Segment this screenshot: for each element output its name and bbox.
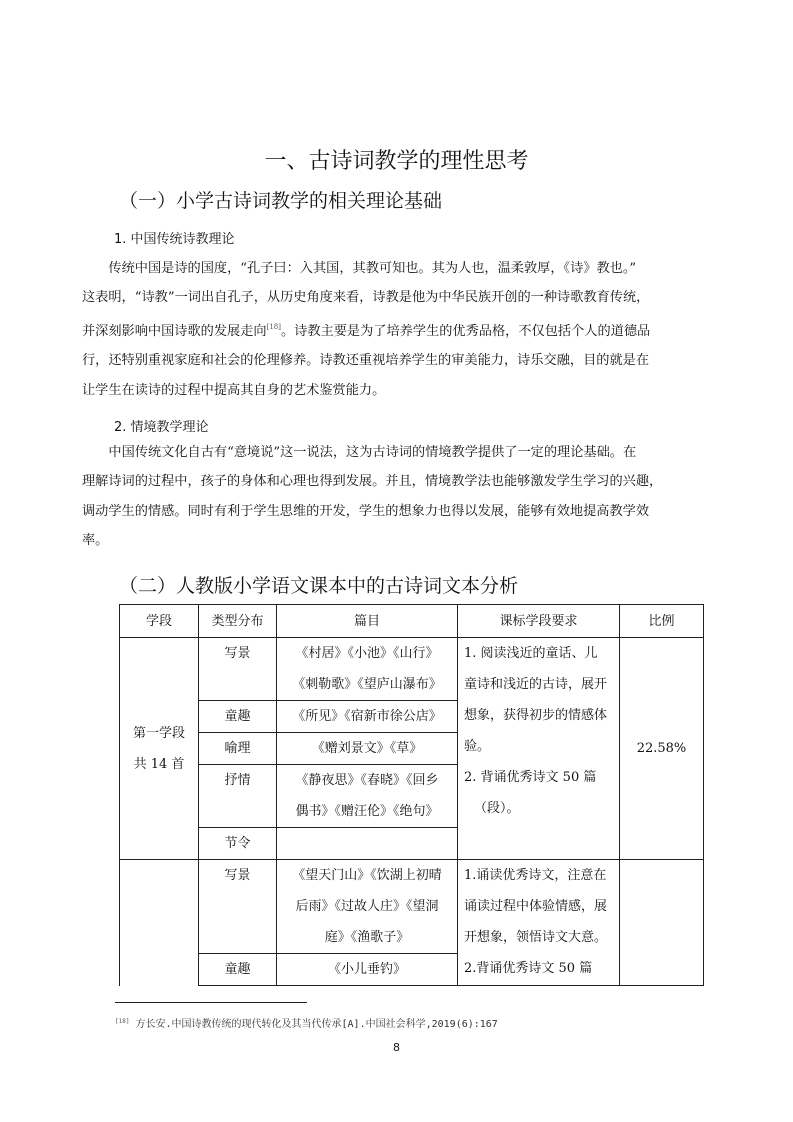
- req-line: 童诗和浅近的古诗，展开: [464, 677, 608, 692]
- text-line: 率。: [82, 533, 109, 549]
- subsection-heading-2: 2. 情境教学理论: [114, 420, 209, 435]
- text-line: 行，还特别重视家庭和社会的伦理修养。诗教还重视培养学生的审美能力，诗乐交融，目的就是在: [82, 353, 650, 369]
- section-heading-2: （二）人教版小学语文课本中的古诗词文本分析: [119, 575, 519, 597]
- page-title: 一、古诗词教学的理性思考: [264, 149, 529, 174]
- titles-line: 《静夜思》《春晓》《回乡: [295, 773, 439, 788]
- req-line: 2.背诵优秀诗文 50 篇: [464, 961, 593, 976]
- text-span: 并深刻影响中国诗歌的发展走向: [82, 323, 267, 339]
- titles-line: 《村居》《小池》《山行》: [295, 646, 439, 661]
- citation-ref[interactable]: [18]: [266, 322, 281, 331]
- type-cell: 节令: [199, 828, 277, 860]
- req-line: 1. 阅读浅近的童话、儿: [464, 646, 598, 661]
- footnote-ref: [18]: [115, 1018, 130, 1025]
- req-line: 2. 背诵优秀诗文 50 篇: [464, 770, 597, 785]
- section-heading-1: （一）小学古诗词教学的相关理论基础: [119, 190, 443, 212]
- header-cell: 篇目: [277, 605, 458, 638]
- stage-count: 共 14 首: [133, 756, 185, 772]
- poem-analysis-table: [119, 604, 704, 986]
- header-cell: 比例: [620, 605, 704, 638]
- requirement-cell: [458, 638, 620, 860]
- stage-cell: [120, 638, 199, 860]
- text-line: 这表明，“诗教”一词出自孔子，从历史角度来看，诗教是他为中华民族开创的一种诗歌教育传统，: [82, 290, 650, 306]
- stage-cell: [120, 860, 199, 986]
- titles-cell: 《小儿垂钓》: [277, 954, 458, 986]
- titles-line: 《望天门山》《饮湖上初晴: [292, 868, 442, 883]
- text-line: [82, 313, 722, 346]
- req-line: 验。: [464, 739, 491, 754]
- stage-name: 第一学段: [132, 725, 185, 741]
- titles-cell: 《所见》《宿新市徐公店》: [277, 701, 458, 733]
- table-row: [120, 860, 704, 954]
- table-header-row: [120, 605, 704, 638]
- req-line: 1.诵读优秀诗文，注意在: [464, 868, 607, 883]
- text-line: 调动学生的情感。同时有利于学生思维的开发，学生的想象力也得以发展，能够有效地提高教学效: [82, 503, 650, 519]
- table-row: [120, 638, 704, 701]
- req-line: （段）。: [474, 801, 520, 816]
- type-cell: 童趣: [199, 701, 277, 733]
- footnote-divider: [115, 1002, 307, 1003]
- text-span: 。诗教主要是为了培养学生的优秀品格，不仅包括个人的道德品: [281, 323, 651, 339]
- text-line: 让学生在读诗的过程中提高其自身的艺术鉴赏能力。: [82, 382, 386, 398]
- type-cell: 写景: [199, 638, 277, 701]
- text-line: 中国传统文化自古有“意境说”这一说法，这为古诗词的情境教学提供了一定的理论基础。在: [108, 445, 637, 460]
- footnote-text: 方长安.中国诗教传统的现代转化及其当代传承[A].中国社会科学,2019(6):167: [135, 1019, 498, 1030]
- header-cell: 学段: [120, 605, 199, 638]
- titles-cell: [277, 638, 458, 701]
- paragraph-situational-teaching: [82, 438, 722, 556]
- titles-cell: [277, 828, 458, 860]
- req-line: 想象，获得初步的情感体: [464, 708, 608, 723]
- titles-cell: 《赠刘景文》《草》: [277, 733, 458, 765]
- paragraph-poetry-education: [82, 254, 722, 405]
- type-cell: 喻理: [199, 733, 277, 765]
- titles-line: 后雨》《过故人庄》《望洞: [295, 899, 439, 914]
- titles-cell: [277, 860, 458, 954]
- type-cell: 抒情: [199, 765, 277, 828]
- header-cell: 课标学段要求: [458, 605, 620, 638]
- ratio-cell: 22.58%: [620, 638, 704, 860]
- requirement-cell: [458, 860, 620, 986]
- req-line: 诵读过程中体验情感，展: [464, 899, 608, 914]
- page-number: 8: [393, 1041, 400, 1054]
- req-line: 开想象，领悟诗文大意。: [464, 930, 608, 945]
- header-cell: 类型分布: [199, 605, 277, 638]
- type-cell: 童趣: [199, 954, 277, 986]
- titles-line: 庭》《渔歌子》: [324, 930, 410, 945]
- footnote: [115, 1015, 498, 1030]
- subsection-heading-1: 1. 中国传统诗教理论: [114, 232, 235, 247]
- titles-cell: [277, 765, 458, 828]
- type-cell: 写景: [199, 860, 277, 954]
- ratio-cell: [620, 860, 704, 986]
- titles-line: 偶书》《赠汪伦》《绝句》: [295, 804, 439, 819]
- text-line: 传统中国是诗的国度，“孔子曰：入其国，其教可知也。其为人也，温柔敦厚，《诗》教也。”: [108, 261, 637, 276]
- text-line: 理解诗词的过程中，孩子的身体和心理也得到发展。并且，情境教学法也能够激发学生学习的兴趣，: [82, 474, 663, 490]
- titles-line: 《刺勒歌》《望庐山瀑布》: [292, 677, 442, 692]
